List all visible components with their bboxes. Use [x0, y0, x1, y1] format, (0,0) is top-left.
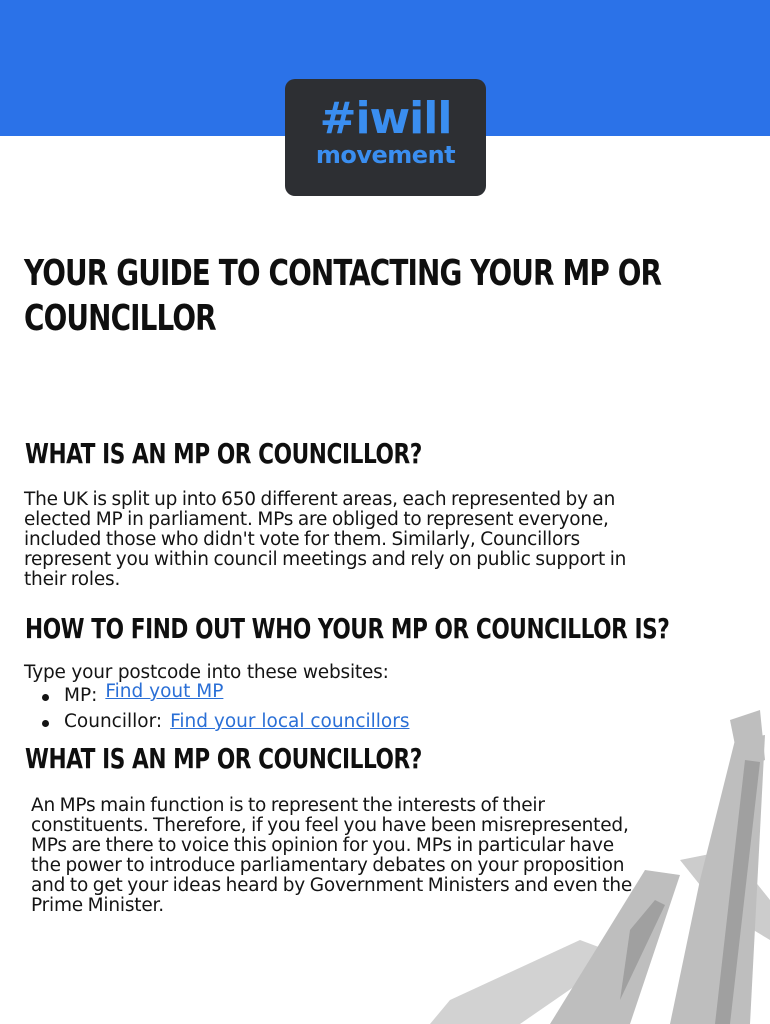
- section-heading-what-is: WHAT IS AN MP OR COUNCILLOR?: [25, 437, 422, 470]
- find-mp-link[interactable]: Find yout MP: [105, 681, 224, 702]
- list-item-mp: [24, 683, 624, 709]
- section-heading-how-to-find: HOW TO FIND OUT WHO YOUR MP OR COUNCILLOR IS?: [25, 612, 670, 645]
- section-heading-function: WHAT IS AN MP OR COUNCILLOR?: [25, 742, 422, 775]
- page-title: YOUR GUIDE TO CONTACTING YOUR MP OR COUNCILLOR: [24, 253, 662, 339]
- councillor-label: Councillor:: [64, 711, 163, 732]
- section-body-function: An MPs main function is to represent the interests of their constituents. Therefore, if you feel you have been misrepresented, MPs are there to voice this opinion for you. MPs in particular have the power to introduce parliamentary debates on your proposition and to get your ideas heard by Government Ministers and even the Prime Minister.: [31, 795, 633, 916]
- website-list: [24, 683, 624, 735]
- logo-subtitle: movement: [315, 141, 456, 169]
- mp-label: MP:: [64, 685, 98, 706]
- logo-wordmark: #iwill: [319, 93, 452, 144]
- postcode-instruction: Type your postcode into these websites:: [24, 662, 389, 683]
- list-item-councillor: [24, 709, 624, 735]
- find-councillors-link[interactable]: Find your local councillors: [170, 711, 410, 732]
- section-body-what-is: The UK is split up into 650 different areas, each represented by an elected MP in parliament. MPs are obliged to represent everyone, included those who didn't vote for them. Similarly, Councillors represent you within council meetings and rely on public support in their roles.: [24, 489, 627, 590]
- iwill-logo: [285, 79, 486, 196]
